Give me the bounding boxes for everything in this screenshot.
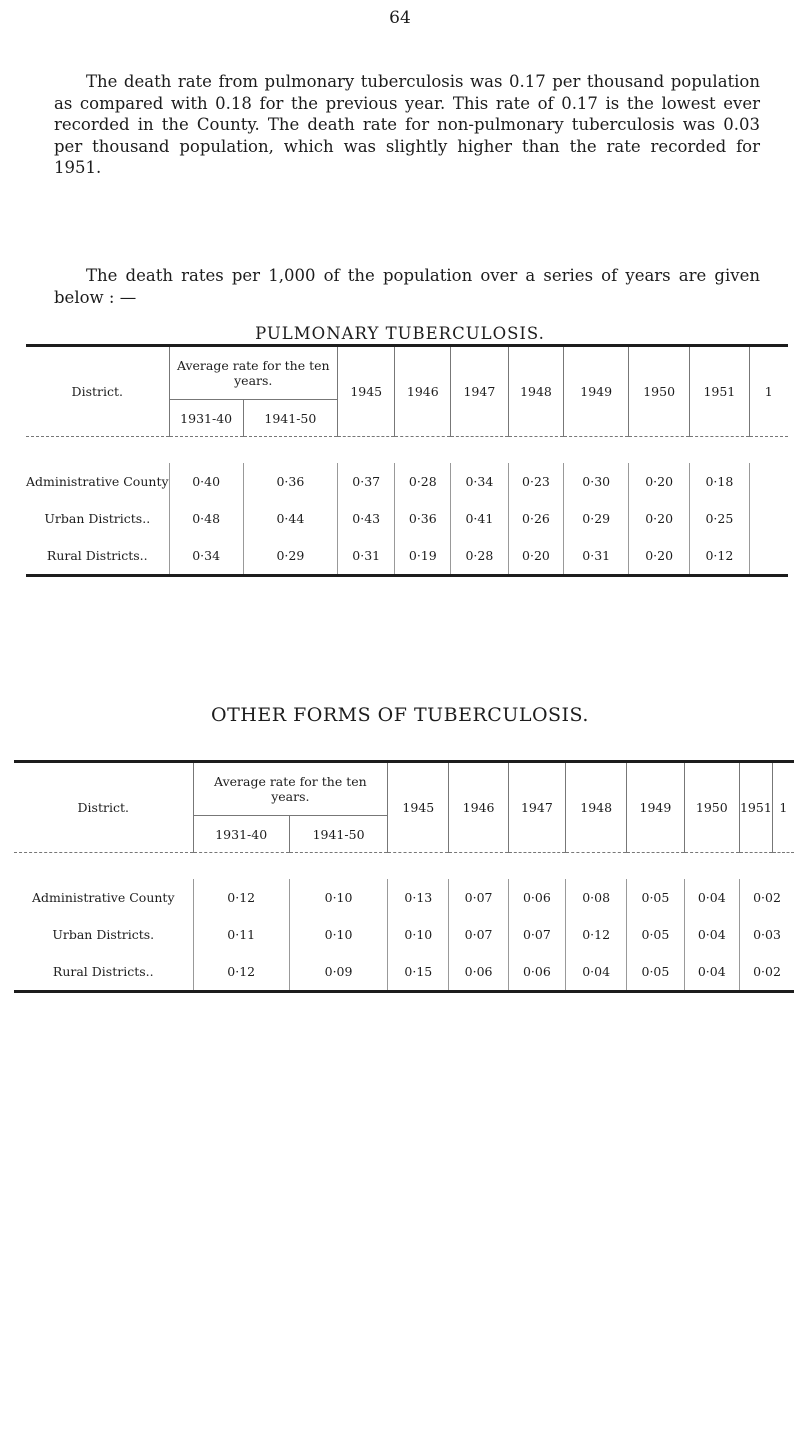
- header-period: 1931-40: [193, 816, 289, 853]
- cell: 0·02: [753, 964, 781, 979]
- cell: 0·20: [629, 463, 690, 500]
- row-label: Rural Districts..: [26, 537, 169, 576]
- cell: 0·25: [690, 500, 749, 537]
- cell: 0·48: [169, 500, 243, 537]
- header-year: 1946: [449, 762, 508, 853]
- header-year: 1945: [337, 346, 395, 437]
- table-row: [26, 500, 788, 537]
- row-label: Urban Districts..: [26, 500, 169, 537]
- cell: 0·36: [243, 463, 337, 500]
- row-label: Administrative County: [14, 879, 193, 916]
- cell: 0·20: [508, 537, 564, 576]
- cell: 0·19: [395, 537, 451, 576]
- cell: 0·29: [243, 537, 337, 576]
- cell: 0·29: [564, 500, 629, 537]
- cell: 0·07: [449, 916, 508, 953]
- table-row: [26, 537, 788, 576]
- cell: 0·28: [451, 537, 509, 576]
- paragraph-pulmonary-rate: The death rate from pulmonary tuberculosis was 0.17 per thousand population as compared with 0.18 for the previous year. This rate of 0.17 is the lowest ever recorded in the County. The death rate for non-pulmonary tuberculosis was 0.03 per thousand population, which was slightly higher than the rate recorded for 1951.: [54, 72, 760, 177]
- cell: 0·04: [684, 879, 739, 916]
- cell: 0·04: [684, 916, 739, 953]
- row-label: Urban Districts.: [14, 916, 193, 953]
- cell: 0·11: [193, 916, 289, 953]
- cell: 0·30: [564, 463, 629, 500]
- cell: 0·04: [566, 953, 627, 992]
- header-cut-year: 1: [764, 384, 773, 399]
- header-year: 1948: [508, 346, 564, 437]
- cell: 0·06: [508, 879, 565, 916]
- header-year: 1951: [690, 346, 749, 437]
- cell: 0·02: [753, 890, 781, 905]
- cell: 0·12: [193, 953, 289, 992]
- header-year: 1948: [566, 762, 627, 853]
- cell: 0·34: [451, 463, 509, 500]
- cell: 0·12: [690, 537, 749, 576]
- header-period: 1931-40: [169, 400, 243, 437]
- cell: 0·07: [449, 879, 508, 916]
- header-year: 1949: [564, 346, 629, 437]
- cell: 0·18: [690, 463, 749, 500]
- header-year: 1950: [629, 346, 690, 437]
- cell: 0·31: [337, 537, 395, 576]
- cell: 0·06: [449, 953, 508, 992]
- cell: 0·37: [337, 463, 395, 500]
- header-year: 1945: [388, 762, 449, 853]
- cell: 0·10: [289, 916, 387, 953]
- header-average: Average rate for the ten years.: [169, 346, 337, 400]
- table-row: [14, 953, 794, 992]
- table-row: [14, 916, 794, 953]
- cell: 0·07: [508, 916, 565, 953]
- row-label: Administrative County: [26, 463, 169, 500]
- header-district: District.: [26, 346, 169, 437]
- cell: 0·31: [564, 537, 629, 576]
- cell: 0·20: [629, 500, 690, 537]
- pulmonary-table-title: PULMONARY TUBERCULOSIS.: [255, 324, 545, 343]
- header-year: 1950: [684, 762, 739, 853]
- cell: 0·05: [627, 879, 684, 916]
- header-period: 1941-50: [243, 400, 337, 437]
- table-row: [14, 879, 794, 916]
- cell: 0·04: [684, 953, 739, 992]
- cell: 0·34: [169, 537, 243, 576]
- cell: 0·09: [289, 953, 387, 992]
- pulmonary-table: [26, 344, 788, 577]
- header-district: District.: [14, 762, 193, 853]
- cell: 0·23: [508, 463, 564, 500]
- cell: 0·05: [627, 953, 684, 992]
- cell: 0·03: [753, 927, 781, 942]
- header-period: 1941-50: [289, 816, 387, 853]
- table-row: [26, 463, 788, 500]
- header-year: 1947: [451, 346, 509, 437]
- header-cut-year: 1: [779, 800, 788, 815]
- cell: 0·28: [395, 463, 451, 500]
- cell: 0·06: [508, 953, 565, 992]
- cell: 0·10: [289, 879, 387, 916]
- cell: 0·26: [508, 500, 564, 537]
- cell: 0·08: [566, 879, 627, 916]
- header-year: 1947: [508, 762, 565, 853]
- cell: 0·13: [388, 879, 449, 916]
- other-forms-table: [14, 760, 794, 993]
- cell: 0·05: [627, 916, 684, 953]
- header-average: Average rate for the ten years.: [193, 762, 388, 816]
- header-year: 1949: [627, 762, 684, 853]
- cell: 0·15: [388, 953, 449, 992]
- other-forms-table-title: OTHER FORMS OF TUBERCULOSIS.: [211, 704, 589, 726]
- header-year: 1946: [395, 346, 451, 437]
- cell: 0·12: [566, 916, 627, 953]
- cell: 0·36: [395, 500, 451, 537]
- cell: 0·40: [169, 463, 243, 500]
- header-year: 1951: [739, 762, 772, 853]
- row-label: Rural Districts..: [14, 953, 193, 992]
- cell: 0·10: [388, 916, 449, 953]
- cell: 0·41: [451, 500, 509, 537]
- cell: 0·12: [193, 879, 289, 916]
- cell: 0·43: [337, 500, 395, 537]
- cell: 0·44: [243, 500, 337, 537]
- page-number: 64: [389, 8, 411, 28]
- cell: 0·20: [629, 537, 690, 576]
- paragraph-series-intro: The death rates per 1,000 of the population over a series of years are given below : —: [54, 266, 760, 307]
